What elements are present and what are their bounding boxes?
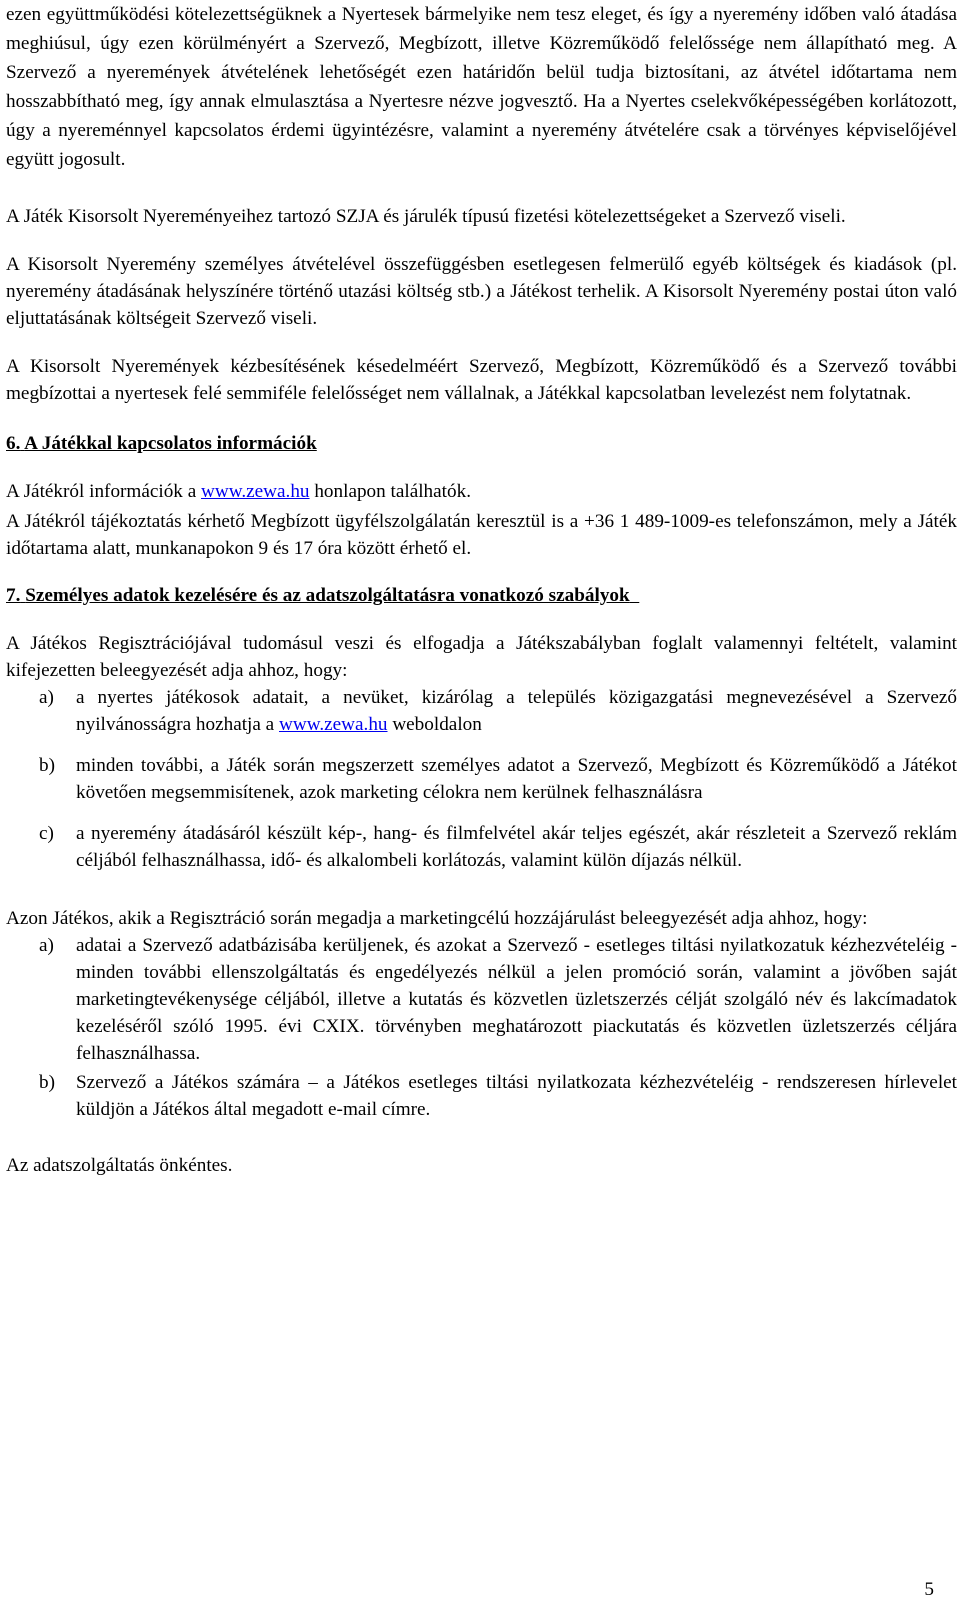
info-website-after: honlapon találhatók.	[309, 481, 471, 502]
page-number: 5	[924, 1579, 934, 1600]
list-item-text: adatai a Szervező adatbázisába kerüljenek, és azokat a Szervező - esetleges tiltási nyilatkozatuk kézhezvételéig - minden további ellenszolgáltatás és engedélyezés nélkül a jelen promóció során, valamint a jövőben saját marketingtevékenysége céljából, illetve a kutatás és közvetlen üzletszerzés célját szolgáló név és lakcímadatok kezeléséről szóló 1995. évi CXIX. törvényben meghatározott piackutatás és közvetlen üzletszerzés céljára felhasználhassa.	[76, 935, 957, 1064]
paragraph-costs: A Kisorsolt Nyeremény személyes átvételével összefüggésben esetlegesen felmerülő egyéb költségek és kiadások (pl. nyeremény átadásának helyszínére történő utazási költség stb.) a Játékost terhelik. A Kisorsolt Nyeremény postai úton való eljuttatásának költségeit Szervező viseli.	[6, 254, 957, 329]
list-item-text: a nyeremény átadásáról készült kép-, hang- és filmfelvétel akár teljes egészét, akár részleteit a Szervező reklám céljából felhasználhassa, idő- és alkalombeli korlátozás, valamint külön díjazás nélkül.	[76, 823, 957, 871]
info-website-before: A Játékról információk a	[6, 481, 202, 502]
section-7-number: 7.	[6, 585, 21, 606]
list-item-text-after: weboldalon	[387, 714, 482, 735]
section-7-title: Személyes adatok kezelésére és az adatszolgáltatásra vonatkozó szabályok	[25, 585, 630, 606]
list-marker: a)	[39, 687, 54, 708]
marketing-consent-list	[6, 932, 957, 1123]
list-item	[6, 1069, 957, 1123]
list-item	[6, 932, 957, 1067]
document-body	[6, 0, 957, 1179]
zewa-website-link[interactable]: www.zewa.hu	[279, 714, 388, 735]
list-item	[6, 752, 957, 806]
marketing-consent-intro: Azon Játékos, akik a Regisztráció során megadja a marketingcélú hozzájárulást beleegyezését adja ahhoz, hogy:	[6, 908, 868, 929]
section-6-info-website	[6, 478, 957, 505]
list-item	[6, 820, 957, 874]
zewa-website-link[interactable]: www.zewa.hu	[201, 481, 310, 502]
list-marker: c)	[39, 823, 54, 844]
closing-statement: Az adatszolgáltatás önkéntes.	[6, 1155, 233, 1176]
section-6-info-phone: A Játékról tájékoztatás kérhető Megbízott ügyfélszolgálatán keresztül is a +36 1 489-1009-es telefonszámon, mely a Játék időtartama alatt, munkanapokon 9 és 17 óra között érhető el.	[6, 511, 957, 559]
list-marker: b)	[39, 755, 55, 776]
section-6-number: 6.	[6, 433, 21, 454]
list-item	[6, 684, 957, 738]
list-item-text-before: a nyertes játékosok adatait, a nevüket, kizárólag a település közigazgatási megnevezésével a Szervező nyilvánosságra hozhatja a	[76, 687, 957, 735]
consent-list	[6, 684, 957, 874]
section-7-intro: A Játékos Regisztrációjával tudomásul veszi és elfogadja a Játékszabályban foglalt valamennyi feltételt, valamint kifejezetten beleegyezését adja ahhoz, hogy:	[6, 633, 957, 681]
list-item-text: minden további, a Játék során megszerzett személyes adatot a Szervező, Megbízott és Közreműködő a Játékot követően megsemmisítenek, azok marketing célokra nem kerülnek felhasználásra	[76, 755, 957, 803]
section-6-title: A Játékkal kapcsolatos információk	[24, 433, 317, 454]
section-6-heading	[6, 430, 957, 457]
paragraph-delivery: A Kisorsolt Nyeremények kézbesítésének késedelméért Szervező, Megbízott, Közreműködő és a Szervező további megbízottai a nyertesek felé semmiféle felelősséget nem vállalnak, a Játékkal kapcsolatban levelezést nem folytatnak.	[6, 356, 957, 404]
lead-paragraph: ezen együttműködési kötelezettségüknek a Nyertesek bármelyike nem tesz eleget, és így a nyeremény időben való átadása meghiúsul, úgy ezen körülményért a Szervező, Megbízott, illetve Közreműködő felelőssége nem állapítható meg. A Szervező a nyeremények átvételének lehetőségét ezen határidőn belül tudja biztosítani, az átvétel időtartama nem hosszabbítható meg, így annak elmulasztása a Nyertesre nézve jogvesztő. Ha a Nyertes cselekvőképességében korlátozott, úgy a nyereménnyel kapcsolatos érdemi ügyintézésre, valamint a nyeremény átvételére csak a törvényes képviselőjével együtt jogosult.	[6, 4, 957, 170]
paragraph-szja: A Játék Kisorsolt Nyereményeihez tartozó SZJA és járulék típusú fizetési kötelezettségeket a Szervező viseli.	[6, 206, 846, 227]
list-marker: b)	[39, 1072, 55, 1093]
section-7-heading	[6, 582, 957, 609]
list-item-text: Szervező a Játékos számára – a Játékos esetleges tiltási nyilatkozata kézhezvételéig - rendszeresen hírlevelet küldjön a Játékos által megadott e-mail címre.	[76, 1072, 957, 1120]
list-marker: a)	[39, 935, 54, 956]
